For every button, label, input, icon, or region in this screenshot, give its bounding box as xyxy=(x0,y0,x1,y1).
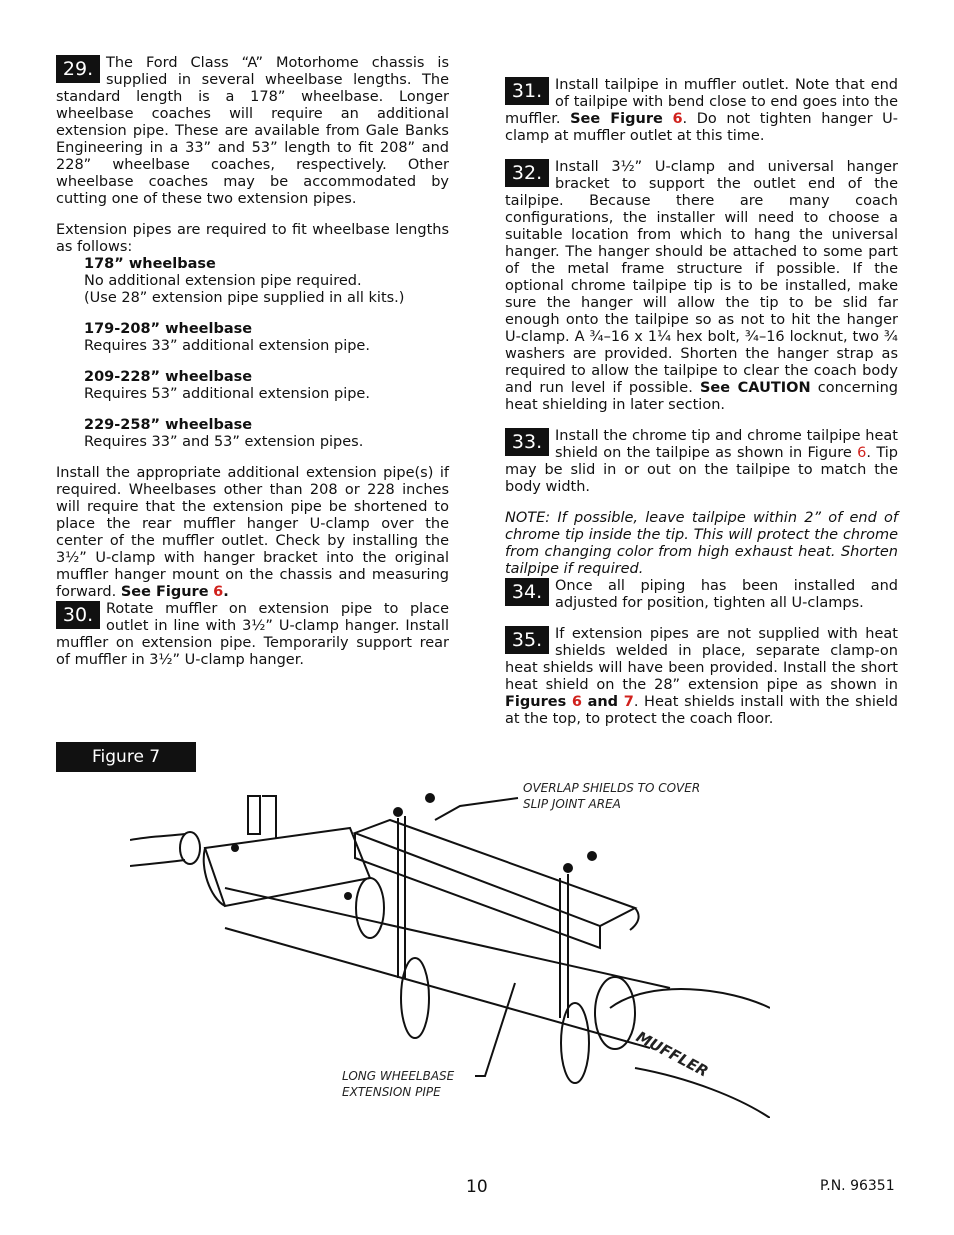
bolt-icon xyxy=(563,863,573,873)
step-33 xyxy=(505,428,898,496)
step-number: 34. xyxy=(505,578,549,606)
wheelbase-item xyxy=(84,256,449,307)
wheelbase-item xyxy=(84,417,449,451)
step-31 xyxy=(505,77,898,145)
step-text: Rotate muffler on extension pipe to place outlet in line with 3½” U-clamp hanger. Install muffler on extension pipe. Temporarily support rear of muffler in 3½” U-clamp hanger. xyxy=(56,601,449,668)
install-fig-ref: 6 xyxy=(213,584,224,600)
pipe-end xyxy=(180,832,200,864)
step-34 xyxy=(505,578,898,612)
step-number: 32. xyxy=(505,159,549,187)
wheelbase-line: Requires 33” and 53” extension pipes. xyxy=(84,434,364,450)
u-bolt xyxy=(561,1003,589,1083)
step-number: 29. xyxy=(56,55,100,83)
bolt-icon xyxy=(425,793,435,803)
diagram-line xyxy=(130,860,185,866)
install-paragraph: Install the appropriate additional extension pipe(s) if required. Wheelbases other than 208 or 228 inches will require that the extension pipe be shortened to place the rear muffler hanger U-clamp over the center of the muffler outlet. Check by installing the 3½” U-clamp with hanger bracket into the original muffler hanger mount on the chassis and measuring forward. See Figure 6. xyxy=(56,465,449,600)
install-text: Install the appropriate additional extension pipe(s) if required. Wheelbases other than 208 or 228 inches will require that the extension pipe be shortened to place the rear muffler hanger U-clamp over the center of the muffler outlet. Check by installing the 3½” U-clamp with hanger bracket into the original muffler hanger mount on the chassis and measuring forward. xyxy=(56,465,449,600)
step-text: Once all piping has been installed and adjusted for position, tighten all U-clamps. xyxy=(555,578,898,611)
u-clamp xyxy=(356,878,384,938)
left-column xyxy=(56,55,449,669)
callout-top-line2: SLIP JOINT AREA xyxy=(523,797,621,811)
figure-number: 6 xyxy=(672,111,683,127)
callout-leader xyxy=(435,798,518,820)
bolt-icon xyxy=(393,807,403,817)
hanger-bracket xyxy=(248,796,260,834)
figure-ref: See Figure xyxy=(570,111,663,127)
wheelbase-title: 209-228” wheelbase xyxy=(84,369,253,385)
figure-number: 6 xyxy=(571,694,582,710)
install-ref: See Figure xyxy=(120,584,209,600)
page-number: 10 xyxy=(466,1177,488,1197)
muffler-label: MUFFLER xyxy=(633,1027,712,1081)
figure-number: 6 xyxy=(857,445,867,461)
caution-ref: See CAUTION xyxy=(699,380,811,396)
step-30 xyxy=(56,601,449,669)
wheelbase-line: No additional extension pipe required. xyxy=(84,273,362,289)
step-29 xyxy=(56,55,449,208)
wheelbase-item xyxy=(84,321,449,355)
wheelbase-title: 179-208” wheelbase xyxy=(84,321,253,337)
step-35 xyxy=(505,626,898,728)
step-text: . Heat shields install with the shield at the top, to protect the coach floor. xyxy=(505,694,899,727)
wheelbase-title: 178” wheelbase xyxy=(84,256,216,272)
step-text: Install 3½” U-clamp and universal hanger bracket to support the outlet end of the tailpipe. Because there are many coach configurations, the installer will need to choose a suitable location from which to hang the universal hanger. The hanger should be attached to some part of the metal frame structure if possible. If the optional chrome tailpipe tip is to be installed, make sure the hanger will allow the tip to be slid far enough onto the tailpipe so as not to hit the hanger U-clamp. A ¾–16 x 1¼ hex bolt, ¾–16 locknut, two ¾ washers are provided. Shorten the hanger strap as required to allow the tailpipe to clear the coach body and run level if possible. xyxy=(505,159,898,396)
part-number: P.N. 96351 xyxy=(820,1178,895,1194)
step-32 xyxy=(505,159,898,414)
figure-ref-and: and xyxy=(587,694,619,710)
right-column xyxy=(505,77,898,728)
wheelbase-line: Requires 53” additional extension pipe. xyxy=(84,386,370,402)
step-text: . Tip may be slid in or out on the tailpipe to match the body width. xyxy=(505,445,898,495)
callout-bottom-line1: LONG WHEELBASE xyxy=(342,1069,455,1083)
bolt-icon xyxy=(231,844,239,852)
callout-leader xyxy=(475,983,515,1076)
step-number: 33. xyxy=(505,428,549,456)
step-number: 35. xyxy=(505,626,549,654)
step-number: 30. xyxy=(56,601,100,629)
extension-pipe-bottom xyxy=(225,928,650,1048)
step-text: If extension pipes are not supplied with heat shields welded in place, separate clamp-on heat shields will have been provided. Install the short heat shield on the 28” extension pipe as shown in xyxy=(505,626,898,693)
diagram-line xyxy=(130,834,185,840)
step-number: 31. xyxy=(505,77,549,105)
wheelbase-title: 229-258” wheelbase xyxy=(84,417,253,433)
wheelbase-item xyxy=(84,369,449,403)
intro-text: Extension pipes are required to fit wheelbase lengths as follows: xyxy=(56,222,449,255)
note-text: NOTE: If possible, leave tailpipe within 2” of end of chrome tip inside the tip. This will protect the chrome from changing color from high exhaust heat. Shorten tailpipe if required. xyxy=(505,510,898,577)
figure-label: Figure 7 xyxy=(56,742,196,772)
callout-top-line1: OVERLAP SHIELDS TO COVER xyxy=(523,781,701,795)
figure-number: 7 xyxy=(623,694,634,710)
wheelbase-line: Requires 33” additional extension pipe. xyxy=(84,338,370,354)
step-text: concerning heat shielding in later section. xyxy=(505,380,899,413)
figure-ref: Figures xyxy=(505,694,567,710)
wheelbase-line: (Use 28” extension pipe supplied in all kits.) xyxy=(84,290,405,306)
step-text: Install the chrome tip and chrome tailpipe heat shield on the tailpipe as shown in Figure xyxy=(555,428,898,461)
bolt-icon xyxy=(587,851,597,861)
extension-pipe-top xyxy=(225,888,670,988)
step-text: Install tailpipe in muffler outlet. Note that end of tailpipe with bend close to end goes into the muffler. xyxy=(505,77,898,127)
step-text: . Do not tighten hanger U-clamp at muffler outlet at this time. xyxy=(505,111,899,144)
u-bolt xyxy=(401,958,429,1038)
callout-bottom-line2: EXTENSION PIPE xyxy=(342,1085,441,1099)
exhaust-diagram xyxy=(130,778,770,1118)
bolt-icon xyxy=(344,892,352,900)
step-text: The Ford Class “A” Motorhome chassis is supplied in several wheelbase lengths. The standard length is a 178” wheelbase. Longer wheelbase coaches will require an additional extension pipe. These are available from Gale Banks Engineering in a 33” and 53” length to fit 208” and 228” wheelbase coaches, respectively. Other wheelbase coaches may be accommodated by cutting one of these two extension pipes. xyxy=(56,55,449,207)
